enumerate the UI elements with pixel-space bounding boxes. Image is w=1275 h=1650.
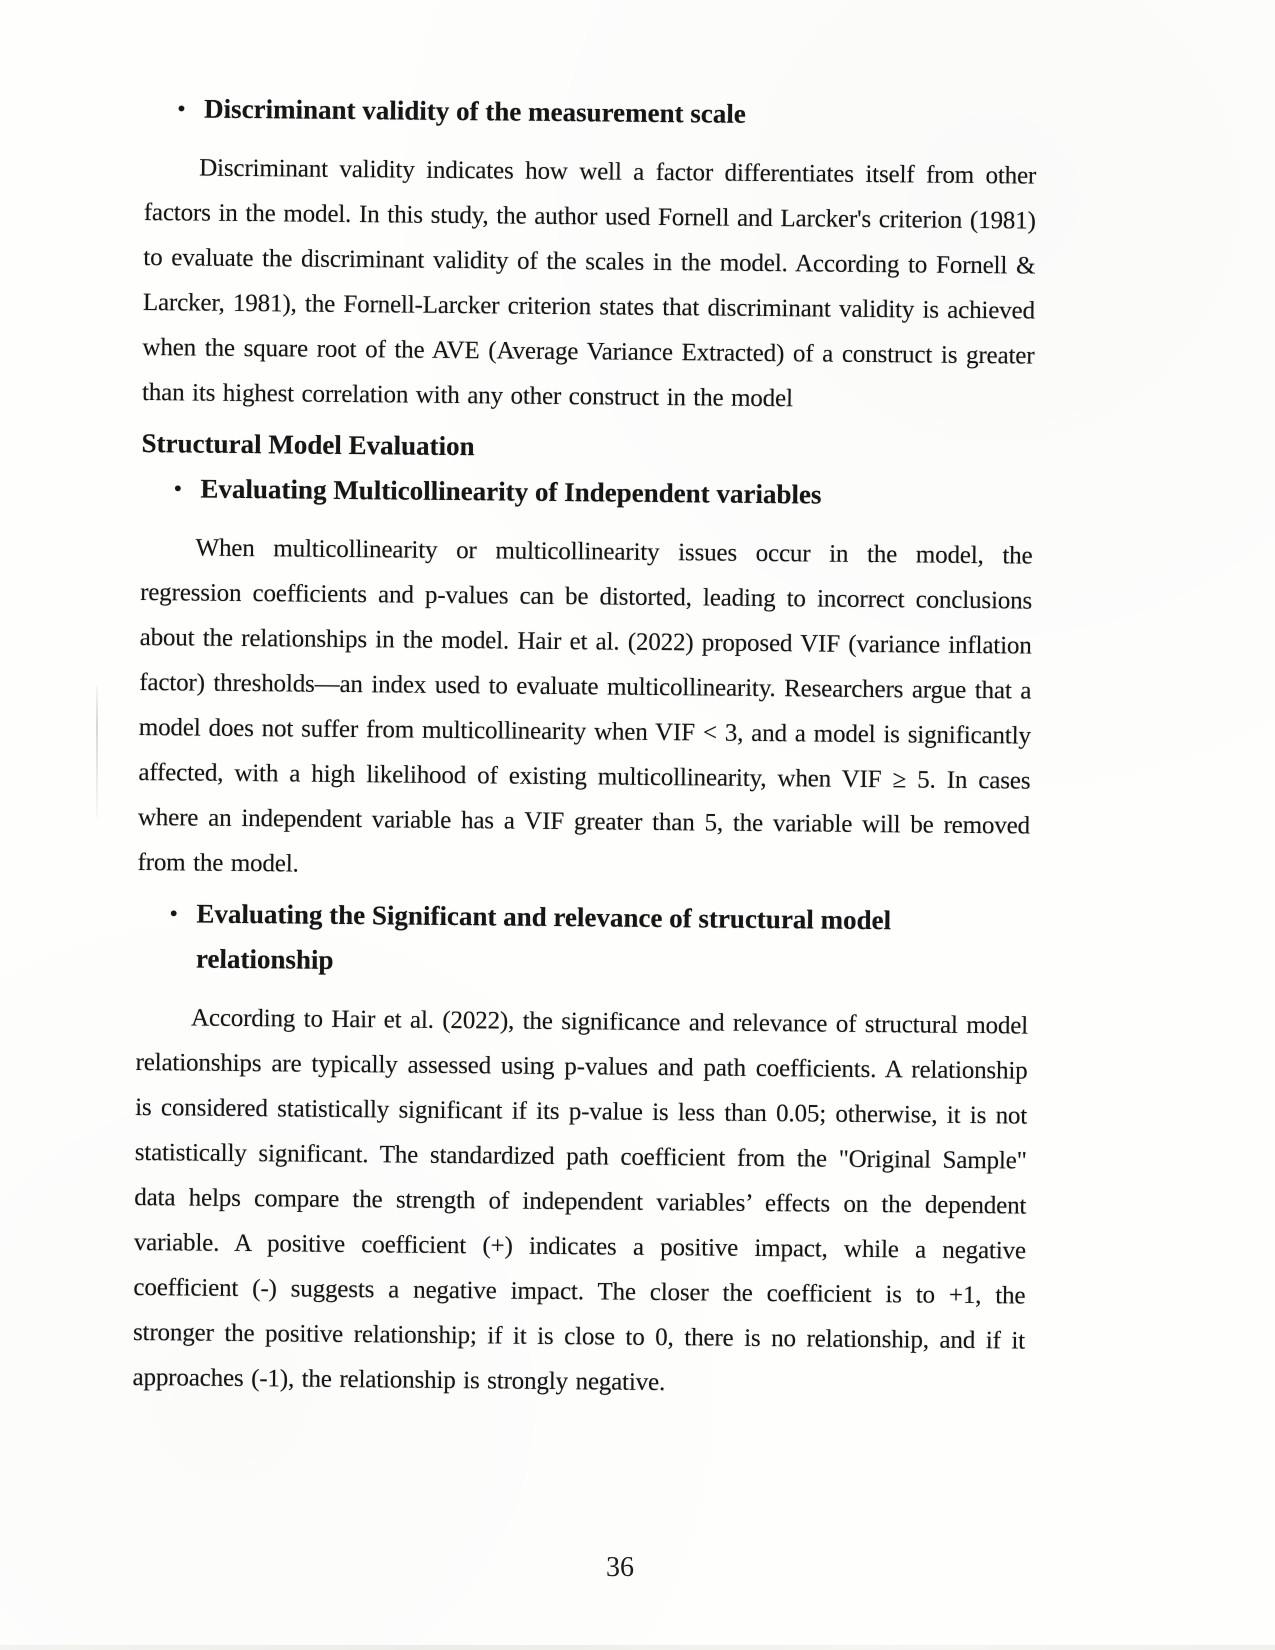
bullet-heading-significance-relevance (136, 891, 1029, 990)
bullet-heading-label-significance-relevance: Evaluating the Significant and relevance of structural model relationship (195, 898, 892, 975)
bullet-heading-label-discriminant-validity: Discriminant validity of the measurement scale (204, 93, 746, 129)
scan-artifact-line (96, 686, 98, 818)
paragraph-discriminant-validity: Discriminant validity indicates how well a factor differentiates itself from other factors in the model. In this study, the author used Fornell and Larcker's criterion (1981) to evaluate the discriminant validity of the scales in the model. According to Fornell & Larcker, 1981), the Fornell-Larcker criterion states that discriminant validity is achieved when the square root of the AVE (Average Variance Extracted) of a construct is greater than its highest correlation with any other construct in the model (141, 154, 1037, 413)
page-content (132, 86, 1037, 1415)
page-number: 36 (606, 1552, 634, 1583)
paragraph-multicollinearity: When multicollinearity or multicollinearity issues occur in the model, the regression coefficients and p-values can be distorted, leading to incorrect conclusions about the relationships in the model. Hair et al. (2022) proposed VIF (variance inflation factor) thresholds—an index used to evaluate multicollinearity. Researchers argue that a model does not suffer from multicollinearity when VIF < 3, and a model is significantly affected, with a high likelihood of existing multicollinearity, when VIF ≥ 5. In cases where an independent variable has a VIF greater than 5, the variable will be removed from the model. (137, 534, 1033, 878)
paragraph-significance-relevance: According to Hair et al. (2022), the significance and relevance of structural model relationships are typically assessed using p-values and path coefficients. A relationship is considered statistically significant if its p-value is less than 0.05; otherwise, it is not statistically significant. The standardized path coefficient from the "Original Sample" data helps compare the strength of independent variables’ effects on the dependent variable. A positive coefficient (+) indicates a positive impact, while a negative coefficient (-) suggests a negative impact. The closer the coefficient is to +1, the stronger the positive relationship; if it is close to 0, there is no relationship, and if it approaches (-1), the relationship is strongly negative. (132, 1004, 1029, 1397)
bullet-icon: • (174, 476, 182, 501)
scan-edge-artifact (0, 1645, 1275, 1650)
bullet-heading-multicollinearity (141, 466, 1033, 520)
heading-structural-model-evaluation: Structural Model Evaluation (141, 427, 475, 462)
bullet-icon: • (177, 96, 186, 121)
bullet-heading-discriminant-validity (145, 86, 1037, 140)
bullet-heading-label-multicollinearity: Evaluating Multicollinearity of Independent variables (200, 473, 822, 510)
bullet-icon: • (169, 901, 178, 926)
